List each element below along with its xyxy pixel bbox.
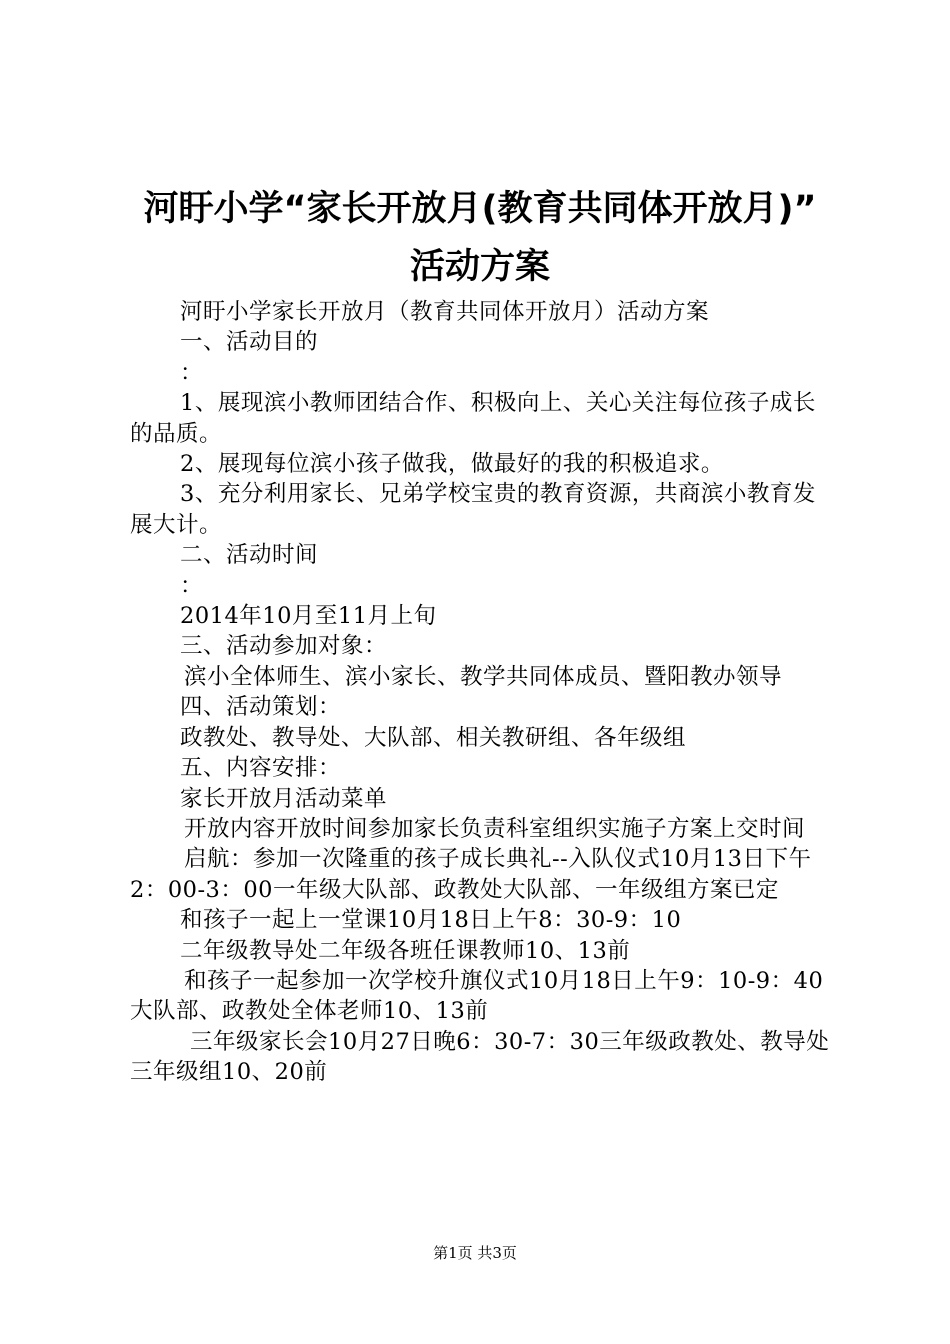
paragraph-menu-item-1: 启航：参加一次隆重的孩子成长典礼--入队仪式10月13日下午2：00-3：00一年级大队部、政教处大队部、一年级组方案已定 <box>130 846 812 903</box>
paragraph-menu-item-2b: 二年级教导处二年级各班任课教师10、13前 <box>180 937 631 964</box>
paragraph-menu-title: 家长开放月活动菜单 <box>180 785 388 812</box>
page-footer: 第1页 共3页 <box>433 1244 517 1262</box>
section-heading-planning: 四、活动策划： <box>180 694 342 721</box>
document-body <box>130 297 832 1088</box>
section-heading-participants: 三、活动参加对象： <box>180 633 388 660</box>
document-title-line1: 河盱小学“家长开放月(教育共同体开放月)” <box>143 189 817 229</box>
paragraph-colon: ： <box>180 359 204 386</box>
paragraph-purpose-1: 1、展现滨小教师团结合作、积极向上、关心关注每位孩子成长的品质。 <box>130 390 816 447</box>
paragraph-purpose-3: 3、充分利用家长、兄弟学校宝贵的教育资源，共商滨小教育发展大计。 <box>130 481 816 538</box>
section-heading-time: 二、活动时间 <box>180 542 319 569</box>
paragraph-menu-header: 开放内容开放时间参加家长负责科室组织实施子方案上交时间 <box>184 815 806 842</box>
paragraph-participants: 滨小全体师生、滨小家长、教学共同体成员、暨阳教办领导 <box>184 663 783 690</box>
paragraph-menu-item-2: 和孩子一起上一堂课10月18日上午8：30-9：10 <box>180 907 682 934</box>
paragraph-subtitle: 河盱小学家长开放月（教育共同体开放月）活动方案 <box>180 299 710 325</box>
paragraph-planning: 政教处、教导处、大队部、相关教研组、各年级组 <box>180 724 687 751</box>
document-title-line2: 活动方案 <box>409 247 550 287</box>
paragraph-colon: ： <box>180 572 204 599</box>
paragraph-time: 2014年10月至11月上旬 <box>180 603 437 630</box>
section-heading-content: 五、内容安排： <box>180 755 342 782</box>
paragraph-menu-item-4: 三年级家长会10月27日晚6：30-7：30三年级政教处、教导处三年级组10、20前 <box>130 1028 830 1086</box>
paragraph-purpose-2: 2、展现每位滨小孩子做我，做最好的我的积极追求。 <box>180 451 724 478</box>
paragraph-menu-item-3: 和孩子一起参加一次学校升旗仪式10月18日上午9：10-9：40大队部、政教处全体老师10、13前 <box>130 967 824 1025</box>
section-heading-purpose: 一、活动目的 <box>180 329 319 356</box>
